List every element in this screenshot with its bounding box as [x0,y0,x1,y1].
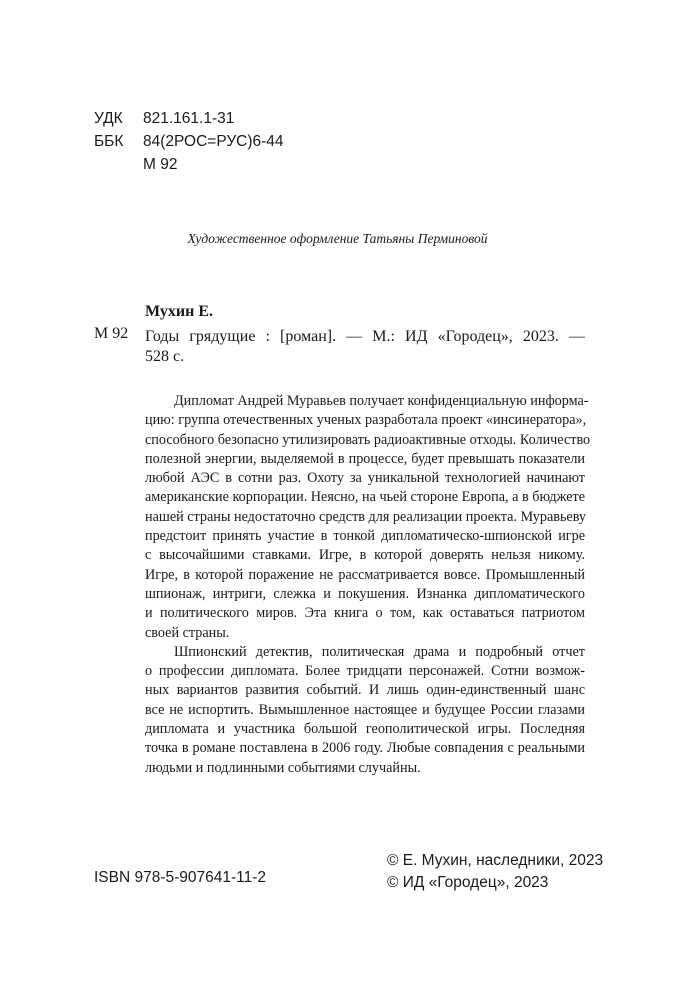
annotation-line: и политического миров. Эта книга о том, как оставаться патриотом [145,605,585,622]
annotation-line: Дипломат Андрей Муравьев получает конфиденциальную информа- [174,393,589,409]
annotation-line: предстоит принять участие в тонкой дипломатическо-шпионской игре [145,528,585,545]
annotation-line: своей страны. [145,624,230,641]
bbk-label: ББК [94,133,124,150]
author-mark: М 92 [143,156,178,173]
annotation [145,392,591,778]
annotation-line: цию: группа отечественных ученых разработала проект «инсинератора», [145,412,587,429]
annotation-line: Игре, в которой поражение не рассматривается вовсе. Промышленный [145,566,585,583]
bibliography-catalog-mark: М 92 [94,325,129,342]
annotation-line: все не испортить. Вымышленное настоящее и будущее России глазами [145,701,585,718]
udk-label: УДК [94,110,123,127]
annotation-line: шпионаж, интриги, слежка и покушения. Изнанка дипломатического [145,585,585,602]
author-mark-row [94,153,284,176]
annotation-line: любой АЭС в сотни раз. Охоту за уникальной технологией начинают [145,470,585,487]
annotation-line: с высочайшими ставками. Игре, в которой доверять нельзя никому. [145,547,585,564]
copyright-block [387,850,603,894]
annotation-line: дипломата и участника большой геополитической игры. Последняя [145,721,585,738]
bbk-row [94,130,284,153]
annotation-line: о профессии дипломата. Более тридцати персонажей. Сотни возмож- [145,663,585,680]
annotation-line: нашей страны недостаточно средств для реализации проекта. Муравьеву [145,508,587,525]
bibliography-line-1: Годы грядущие : [роман]. — М.: ИД «Городец», 2023. — [145,328,585,345]
design-credit: Художественное оформление Татьяны Перминовой [187,231,488,246]
bbk-value: 84(2РОС=РУС)6-44 [143,133,284,150]
bibliography-line-2: 528 с. [145,348,185,365]
udk-row [94,107,284,130]
udk-value: 821.161.1-31 [143,110,235,127]
copyright-author: © Е. Мухин, наследники, 2023 [387,852,604,869]
annotation-line: Шпионский детектив, политическая драма и подробный отчет [174,643,585,660]
annotation-line: американские корпорации. Неясно, на чьей стороне Европа, а в бюджете [145,489,585,506]
bibliography-author: Мухин Е. [145,303,213,320]
annotation-line: людьми и подлинными событиями случайны. [145,759,421,776]
annotation-line: способного безопасно утилизировать радиоактивные отходы. Количество [145,431,591,448]
isbn: ISBN 978-5-907641-11-2 [94,869,267,886]
annotation-line: полезной энергии, выделяемой в процессе, будет превышать показатели [145,450,585,467]
annotation-line: ных вариантов развития событий. И лишь один-единственный шанс [145,682,585,699]
annotation-line: точка в романе поставлена в 2006 году. Любые совпадения с реальными [145,740,585,757]
copyright-publisher: © ИД «Городец», 2023 [387,874,549,891]
classification-block [94,107,284,176]
